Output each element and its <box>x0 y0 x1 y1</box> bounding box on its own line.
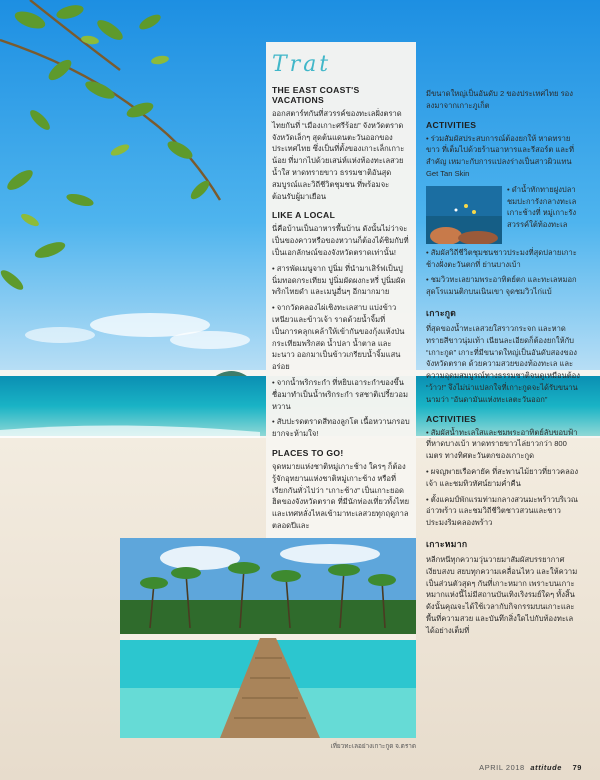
page-footer <box>479 763 582 772</box>
activity-bullet: • ตั้งแคมป์พักแรมท่ามกลางสวนมะพร้าวบริเวณอ่าวพร้าว และชมวิถีชีวิตชาวสวนและชาวประมงริมคลองพร้าว <box>426 494 578 528</box>
page-number: 79 <box>572 763 582 772</box>
intro-paragraph: ออกสตาร์ทกันที่สวรรค์ของทะเลฝั่งตราด ไทยกันที่ “เมืองเกาะศรีร้อย” จังหวัดตราด จังหวัดเล็กๆ สุดต้นแดนตะวันออกของประเทศไทย ซึ่งเป็นที่ตั้งของเกาะเล็กเกาะน้อย ที่มากไปด้วยเสน่ห์แห่งท้องทะเลสวย น้ำใส หาดทรายขาว ธรรมชาติอันสุดสมบูรณ์และวิถีชีวิตชุมชน ที่พร้อมจะต้อนรับผู้มาเยือน <box>272 109 405 201</box>
local-bullet: • สารพัดเมนูจาก ปูนิ่ม ที่นำมาเสิร์ฟเป็นปูนิ่มทอดกระเทียม ปูนิ่มผัดผงกะหรี่ ปูนิ่มผัดพริกไทยดำ และเมนูอื่นๆ อีกมากมาย <box>272 263 406 297</box>
koh-kood-heading: เกาะกูด <box>426 307 457 318</box>
local-heading: LIKE A LOCAL <box>272 210 336 221</box>
photo-caption: เที่ยวทะเลอย่างเกาะกูด จ.ตราด <box>330 743 416 750</box>
local-bullet: • จากน้ำพริกระกำ ที่หยิบเอาระกำของขึ้นชื่อมาทำเป็นน้ำพริกระกำ รสชาติเปรี้ยวอมหวาน <box>272 377 408 411</box>
activity-bullet: • สัมผัสวิถีชีวิตชุมชนชาวประมงที่สุดปลายเกาะช้างฝั่งตะวันตกที่ ย่านบางเบ้า <box>426 247 577 269</box>
activity-bullet: • ผจญพายเรือคายัค ที่สะพานไม้ยาวที่ยาวคลองเจ้า และชมทิวทัศน์ยามค่ำคืน <box>426 466 579 488</box>
local-paragraph: นี่คือบ้านเป็นอาหารพื้นบ้าน ดังนั้นไม่ว่าจะเป็นของคาวหรือของหวานก็ต้องได้ชิมกับที่เป็นเอกลักษณ์ของจังหวัดตราดเท่านั้น! <box>272 224 409 257</box>
activities-heading: ACTIVITIES <box>426 119 477 130</box>
column2-intro-paragraph: มีขนาดใหญ่เป็นอันดับ 2 ของประเทศไทย รองลงมาจากเกาะภูเก็ต <box>426 89 573 110</box>
local-bullet: • สับปะรดตราดสีทองลูกโต เนื้อหวานกรอบ ยากจะห้ามใจ! <box>272 417 410 439</box>
places-paragraph: จุดหมายแห่งชาติหมู่เกาะช้าง ใครๆ ก็ต้องรู้จักอุทยานแห่งชาติหมู่เกาะช้าง หรือที่เรียกกันทั่วไปว่า “เกาะช้าง” เป็นเกาะยอดฮิตของจังหวัดตราด ที่มีนักท่องเที่ยวทั้งไทยและเทศหลั่งไหลเข้ามาทะเลสวยทุกฤดูกาล ตลอดปีและ <box>272 461 410 530</box>
koh-maak-paragraph: หลีกหนีทุกความวุ่นวายมาสัมผัสบรรยากาศเงียบสงบ สยบทุกความเคลื่อนไหว และให้ความเป็นส่วนตัวสุดๆ กันที่เกาะหมาก เพราะบนเกาะหมากแห่งนี้ไม่มีสถานบันเทิงเริงรมย์ใดๆ ทั้งสิ้น ดังนั้นคุณจะได้ใช้เวลากับกิจกรรมบนเกาะและพื้นที่ความสวย และบันทึกสิ่งใดไปกับท้องทะเลได้อย่างเต็มที่ <box>426 554 578 635</box>
intro-heading: THE EAST COAST'S VACATIONS <box>272 85 360 105</box>
magazine-logo: attitude <box>530 763 562 772</box>
places-heading: PLACES TO GO! <box>272 447 344 458</box>
pier-island-photo <box>120 538 416 738</box>
koh-kood-paragraph: ที่สุดของน้ำทะเลสวยใสราวกระจก และหาดทรายสีขาวนุ่มเท้า เนียนละเอียดก็ต้องยกให้กับ “เกาะกูด” เกาะที่มีขนาดใหญ่เป็นอันดับสองของจังหวัดตราด ด้วยความสวยของท้องทะเล และความอุดมสมบูรณ์ทางธรรมชาติจนดูเหมือนต้อง “ว้าว!” จึงไม่น่าแปลกใจที่เกาะกูดจะได้รับขนานนามว่า “อันดามันแห่งทะเลตะวันออก” <box>426 323 580 404</box>
underwater-reef-photo <box>426 186 502 244</box>
activity-bullet: • สัมผัสน้ำทะเลใสและชมพระอาทิตย์ลับขอบฟ้าที่หาดบางเบ้า หาดทรายขาวไล่ยาวกว่า 800 เมตร ทางทิศตะวันตกของเกาะกูด <box>426 427 578 461</box>
activity-bullet: • ร่วมสัมผัสประสบการณ์ต้องยกให้ หาดทรายขาว ที่เต็มไปด้วยร้านอาหารและรีสอร์ต และที่สำคัญ เหมาะกับการแปลงร่างเป็นสาวผิวแทน Get Tan Skin <box>426 133 575 178</box>
activities-heading: ACTIVITIES <box>426 413 477 424</box>
activity-bullet: • ชมวิวทะเลยามพระอาทิตย์ตก และทะเลหมอกสุดโรแมนติกบนเนินเขา จุดชมวิวไก่แบ้ <box>426 275 577 297</box>
koh-maak-heading: เกาะหมาก <box>426 538 468 549</box>
article-title: Trat <box>272 52 332 77</box>
activity-bullet: • ดำน้ำทักทายฝูงปลา ชมปะการังกลางทะเลเกาะช้างที่ หมู่เกาะรัง สวรรค์ใต้ท้องทะเล <box>507 184 577 230</box>
article-column-2 <box>420 88 586 641</box>
local-bullet: • จากวัดคลองไผ่เชิงทะเลสาบ แบ่งข้าวเหนียวและข้าวเจ้า ราดด้วยน้ำจิ้มที่เป็นการคลุกเคล้าให้เข้ากันของกุ้งแห้งป่น กระเทียมพริกสด น้ำปลา น้ำตาล และมะนาว ออกมาเป็นข้าวเกรียบน้ำจิ้มแสนอร่อย <box>272 303 405 372</box>
issue-date: APRIL 2018 <box>479 763 525 772</box>
article-column-1 <box>266 42 416 542</box>
